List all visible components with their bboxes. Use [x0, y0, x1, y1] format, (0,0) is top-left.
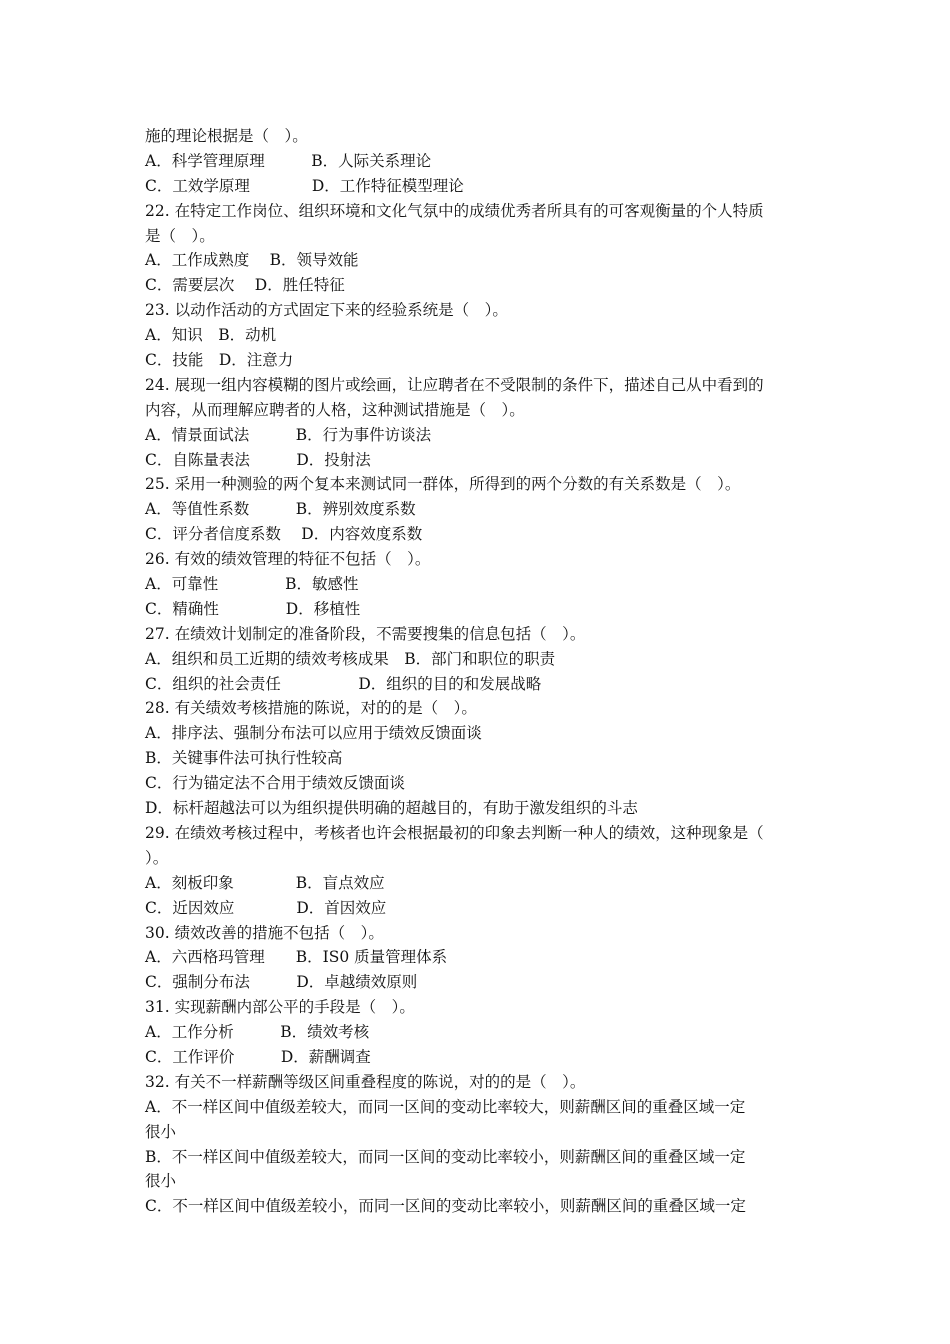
text-line: 很小: [145, 1122, 177, 1141]
option-line: A．工作成熟度 B．领导效能: [145, 251, 359, 270]
option-line: A．工作分析 B．绩效考核: [145, 1023, 370, 1042]
question-23: 23. 以动作活动的方式固定下来的经验系统是（ ）。: [145, 301, 508, 320]
option-line: C．近因效应 D．首因效应: [145, 898, 387, 917]
text-line: 很小: [145, 1172, 177, 1191]
option-line: C．需要层次 D．胜任特征: [145, 276, 345, 295]
question-31: 31. 实现薪酬内部公平的手段是（ ）。: [145, 998, 415, 1017]
option-line: A．排序法、强制分布法可以应用于绩效反馈面谈: [145, 724, 482, 743]
option-line: C．强制分布法 D．卓越绩效原则: [145, 973, 418, 992]
option-line: C．不一样区间中值级差较小，而同一区间的变动比率较小，则薪酬区间的重叠区域一定: [145, 1197, 746, 1216]
option-line: A．知识 B．动机: [145, 326, 277, 345]
question-22: 22. 在特定工作岗位、组织环境和文化气氛中的成绩优秀者所具有的可客观衡量的个人特质: [145, 201, 764, 220]
question-32: 32. 有关不一样薪酬等级区间重叠程度的陈说，对的的是（ ）。: [145, 1072, 586, 1091]
option-line: A．情景面试法 B．行为事件访谈法: [145, 425, 432, 444]
text-line: 施的理论根据是（ ）。: [145, 127, 308, 145]
option-line: A．不一样区间中值级差较大，而同一区间的变动比率较大，则薪酬区间的重叠区域一定: [145, 1097, 746, 1116]
option-line: A．科学管理原理 B．人际关系理论: [145, 151, 432, 170]
option-line: B．关键事件法可执行性较高: [145, 749, 343, 768]
option-line: C．工效学原理 D．工作特征模型理论: [145, 176, 464, 195]
option-line: C．自陈量表法 D．投射法: [145, 450, 371, 469]
option-line: A．组织和员工近期的绩效考核成果 B．部门和职位的职责: [145, 649, 556, 668]
document-page: [145, 124, 815, 1219]
question-29: 29. 在绩效考核过程中，考核者也许会根据最初的印象去判断一种人的绩效，这种现象是（: [145, 823, 764, 842]
question-24: 24. 展现一组内容模糊的图片或绘画，让应聘者在不受限制的条件下，描述自己从中看到的: [145, 375, 764, 394]
option-line: B．不一样区间中值级差较大，而同一区间的变动比率较小，则薪酬区间的重叠区域一定: [145, 1147, 746, 1166]
option-line: A．六西格玛管理 B．IS0 质量管理体系: [145, 948, 448, 967]
option-line: A．等值性系数 B．辨别效度系数: [145, 500, 416, 519]
option-line: C．精确性 D．移植性: [145, 599, 361, 618]
option-line: C．评分者信度系数 D．内容效度系数: [145, 525, 423, 544]
option-line: C．组织的社会责任 D．组织的目的和发展战略: [145, 674, 542, 693]
text-line: 是（ ）。: [145, 226, 215, 245]
question-27: 27. 在绩效计划制定的准备阶段，不需要搜集的信息包括（ ）。: [145, 624, 586, 643]
text-line: ）。: [145, 848, 169, 867]
option-line: C．技能 D．注意力: [145, 351, 294, 370]
question-28: 28. 有关绩效考核措施的陈说，对的的是（ ）。: [145, 699, 477, 718]
question-30: 30. 绩效改善的措施不包括（ ）。: [145, 923, 384, 942]
option-line: C．行为锚定法不合用于绩效反馈面谈: [145, 774, 405, 793]
question-26: 26. 有效的绩效管理的特征不包括（ ）。: [145, 550, 431, 569]
option-line: A．刻板印象 B．盲点效应: [145, 873, 385, 892]
question-25: 25. 采用一种测验的两个复本来测试同一群体，所得到的两个分数的有关系数是（ ）。: [145, 475, 741, 494]
text-line: 内容，从而理解应聘者的人格，这种测试措施是（ ）。: [145, 400, 525, 419]
option-line: D．标杆超越法可以为组织提供明确的超越目的，有助于激发组织的斗志: [145, 799, 638, 818]
option-line: C．工作评价 D．薪酬调查: [145, 1047, 371, 1066]
option-line: A．可靠性 B．敏感性: [145, 575, 359, 594]
